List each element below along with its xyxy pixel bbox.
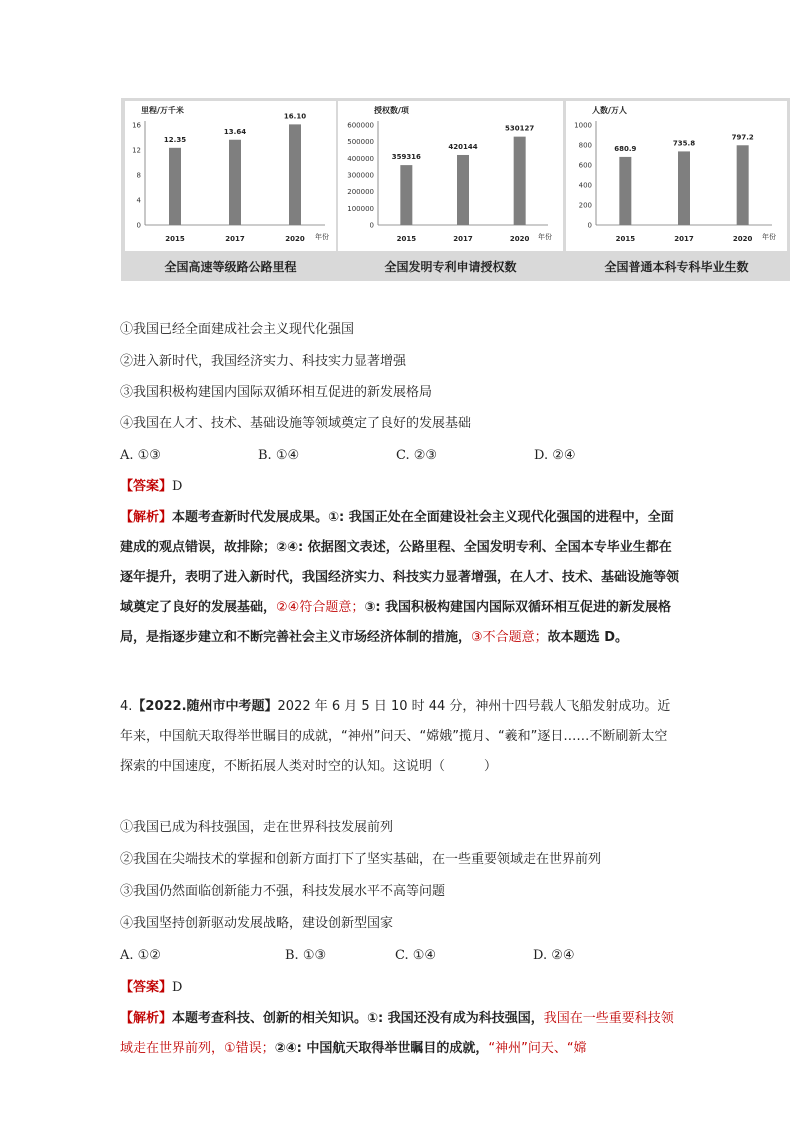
x-tick-label: 2020 bbox=[732, 235, 753, 243]
answer-value: D bbox=[172, 980, 183, 995]
analysis-text: 本题考查科技、创新的相关知识。①: 我国还没有成为科技强国， bbox=[172, 1011, 544, 1026]
question-stem: 2022 年 6 月 5 日 10 时 44 分，神州十四号载人飞船发射成功。近年来，中国航天取得举世瞩目的成就，“神州”问天、“嫦娥”揽月、“羲和”逐日……不断刷新太空探索的中国速度，不断拓展人类对时空的认知。这说明（ ） bbox=[120, 699, 671, 774]
option-c: C. ②③ bbox=[396, 448, 438, 463]
answer-value: D bbox=[172, 479, 183, 494]
bar bbox=[514, 137, 526, 225]
analysis-text: 本题考查新时代发展成果。 bbox=[172, 510, 329, 525]
q3-item: ④我国在人才、技术、基础设施等领域奠定了良好的发展基础 bbox=[120, 416, 472, 431]
analysis-text: ②④符合题意； bbox=[276, 600, 365, 615]
q4-stem bbox=[120, 692, 680, 782]
data-label: 13.64 bbox=[223, 127, 247, 136]
data-label: 735.8 bbox=[672, 139, 696, 148]
question-source: 【2022.随州市中考题】 bbox=[132, 699, 278, 714]
chart-caption: 全国高速等级路公路里程 bbox=[164, 260, 297, 274]
y-tick-label: 0 bbox=[587, 221, 592, 230]
analysis-tag: 【解析】 bbox=[120, 1011, 173, 1026]
y-tick-label: 1000 bbox=[574, 121, 592, 130]
bar bbox=[229, 140, 241, 225]
bar bbox=[737, 145, 749, 225]
data-label: 530127 bbox=[505, 124, 535, 133]
y-tick-label: 4 bbox=[136, 196, 141, 205]
q3-item: ③我国积极构建国内国际双循环相互促进的新发展格局 bbox=[120, 385, 433, 400]
chart-caption: 全国发明专利申请授权数 bbox=[384, 260, 517, 274]
x-tick-label: 2015 bbox=[165, 235, 185, 243]
y-tick-label: 600 bbox=[578, 161, 592, 170]
q4-analysis bbox=[120, 1004, 680, 1064]
q3-item: ①我国已经全面建成社会主义现代化强国 bbox=[120, 322, 355, 337]
data-label: 797.2 bbox=[731, 133, 754, 142]
bar bbox=[400, 165, 412, 225]
analysis-text: “神州”问天、“嫦 bbox=[488, 1041, 587, 1056]
bar bbox=[457, 155, 469, 225]
analysis-text: 我国在一些重要科技领域走在世界前列，①错误； bbox=[120, 1011, 674, 1056]
bar bbox=[169, 148, 181, 225]
x-axis-label: 年份 bbox=[762, 233, 776, 241]
y-tick-label: 500000 bbox=[347, 138, 374, 147]
figure-strip bbox=[121, 98, 790, 281]
chart-patents-svg bbox=[338, 101, 563, 251]
q4-options bbox=[120, 948, 575, 964]
x-axis-label: 年份 bbox=[315, 233, 329, 241]
q4-item: ③我国仍然面临创新能力不强，科技发展水平不高等问题 bbox=[120, 884, 446, 899]
y-tick-label: 16 bbox=[132, 121, 141, 130]
y-tick-label: 400 bbox=[578, 181, 592, 190]
x-tick-label: 2017 bbox=[674, 235, 694, 243]
analysis-text: ③: 我国积极构建国内国际双循环相互促进的新发展格局，是指逐步建立和不断完善社会主义市场经济体制的措施， bbox=[120, 600, 672, 645]
bar bbox=[678, 151, 690, 225]
data-label: 16.10 bbox=[283, 112, 307, 121]
q3-analysis bbox=[120, 503, 680, 653]
y-axis-label: 人数/万人 bbox=[592, 106, 627, 115]
x-tick-label: 2020 bbox=[285, 235, 305, 243]
answer-tag: 【答案】 bbox=[120, 980, 173, 995]
y-tick-label: 0 bbox=[369, 221, 374, 230]
x-tick-label: 2015 bbox=[396, 235, 417, 243]
y-tick-label: 200 bbox=[578, 201, 592, 210]
option-d: D. ②④ bbox=[533, 948, 575, 963]
x-tick-label: 2017 bbox=[225, 235, 245, 243]
chart-highway-svg bbox=[125, 101, 336, 251]
x-tick-label: 2020 bbox=[509, 235, 530, 243]
option-a: A. ①② bbox=[120, 948, 161, 963]
q3-item: ②进入新时代，我国经济实力、科技实力显著增强 bbox=[120, 354, 407, 369]
analysis-text: ②④: 中国航天取得举世瞩目的成就， bbox=[274, 1041, 489, 1056]
y-tick-label: 400000 bbox=[347, 154, 374, 163]
chart-graduates bbox=[566, 101, 787, 251]
analysis-text: 故本题选 D。 bbox=[547, 630, 628, 645]
chart-graduates-svg bbox=[566, 101, 787, 251]
q3-answer bbox=[120, 479, 182, 495]
chart-patents bbox=[338, 101, 563, 251]
option-c: C. ①④ bbox=[395, 948, 437, 963]
y-tick-label: 100000 bbox=[347, 204, 374, 213]
y-tick-label: 600000 bbox=[347, 121, 374, 130]
analysis-text: ③不合题意； bbox=[471, 630, 548, 645]
option-b: B. ①③ bbox=[285, 948, 327, 963]
chart-highway bbox=[125, 101, 336, 251]
answer-tag: 【答案】 bbox=[120, 479, 173, 494]
data-label: 359316 bbox=[391, 153, 421, 162]
y-tick-label: 8 bbox=[136, 171, 141, 180]
y-tick-label: 200000 bbox=[347, 188, 374, 197]
q4-item: ④我国坚持创新驱动发展战略，建设创新型国家 bbox=[120, 916, 394, 931]
y-tick-label: 800 bbox=[578, 141, 592, 150]
option-d: D. ②④ bbox=[534, 448, 576, 463]
analysis-tag: 【解析】 bbox=[120, 510, 173, 525]
q4-item: ②我国在尖端技术的掌握和创新方面打下了坚实基础，在一些重要领域走在世界前列 bbox=[120, 852, 602, 867]
data-label: 12.35 bbox=[163, 135, 187, 144]
chart-caption: 全国普通本科专科毕业生数 bbox=[604, 260, 749, 274]
y-tick-label: 300000 bbox=[347, 171, 374, 180]
option-b: B. ①④ bbox=[258, 448, 300, 463]
data-label: 680.9 bbox=[614, 144, 637, 153]
bar bbox=[619, 157, 631, 225]
y-tick-label: 12 bbox=[132, 146, 141, 155]
q4-answer bbox=[120, 980, 182, 996]
question-number: 4. bbox=[120, 699, 133, 714]
x-axis-label: 年份 bbox=[538, 233, 552, 241]
x-tick-label: 2015 bbox=[615, 235, 636, 243]
data-label: 420144 bbox=[448, 142, 478, 151]
x-tick-label: 2017 bbox=[453, 235, 473, 243]
option-a: A. ①③ bbox=[120, 448, 161, 463]
q4-item: ①我国已成为科技强国，走在世界科技发展前列 bbox=[120, 820, 394, 835]
y-axis-label: 里程/万千米 bbox=[141, 106, 184, 115]
analysis-text: ①: 我国正处在全面建设社会主义现代化强国的进程中，全面建成的观点错误，故排除；②④: 依据图文表述，公路里程、全国发明专利、全国本专毕业生都在逐年提升，表明了进入新时代，我国经济实力、科技实力显著增强，在人才、技术、基础设施等领域奠定了良好的发展基础， bbox=[120, 510, 680, 615]
y-tick-label: 0 bbox=[136, 221, 141, 230]
y-axis-label: 授权数/项 bbox=[374, 106, 409, 115]
q3-options bbox=[120, 448, 576, 464]
bar bbox=[289, 124, 301, 225]
